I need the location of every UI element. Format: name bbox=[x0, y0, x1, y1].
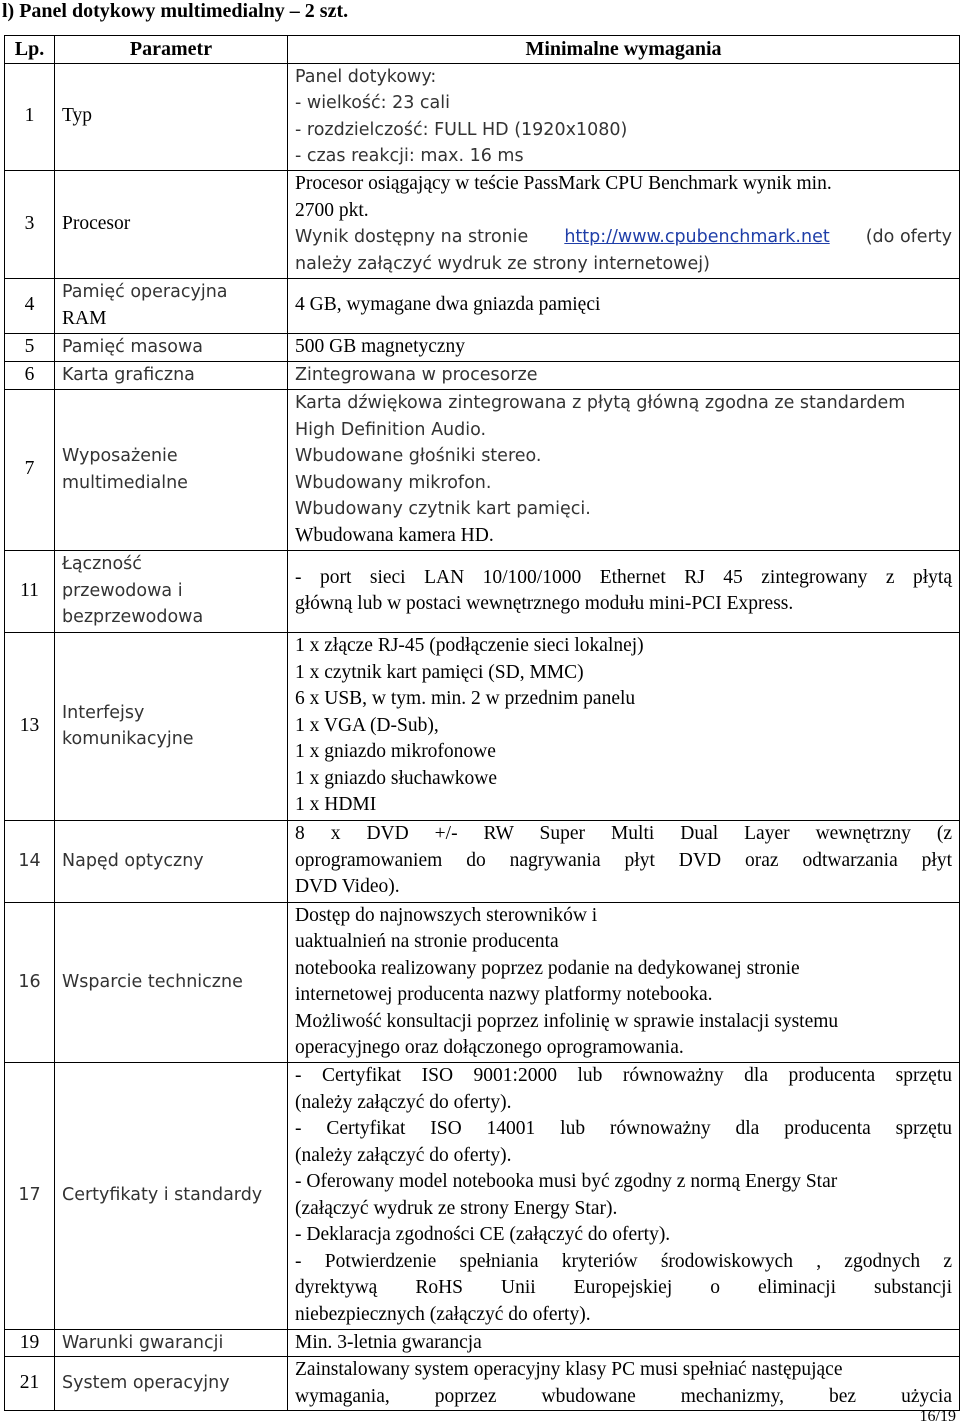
row-parameter: Certyfikaty i standardy bbox=[55, 1062, 288, 1329]
row-parameter: Procesor bbox=[55, 170, 288, 278]
table-row bbox=[5, 1329, 960, 1357]
row-parameter: Napęd optyczny bbox=[55, 820, 288, 902]
row-number: 14 bbox=[5, 820, 55, 902]
row-parameter: Pamięć masowa bbox=[55, 333, 288, 361]
row-requirement: 4 GB, wymagane dwa gniazda pamięci bbox=[288, 278, 960, 333]
row-number: 13 bbox=[5, 632, 55, 820]
column-header-req: Minimalne wymagania bbox=[288, 36, 960, 64]
row-parameter: Pamięć operacyjna RAM bbox=[55, 278, 288, 333]
row-requirement: Min. 3-letnia gwarancja bbox=[288, 1329, 960, 1357]
row-number: 21 bbox=[5, 1357, 55, 1411]
row-requirement: Procesor osiągający w teście PassMark CPU Benchmark wynik min. 2700 pkt. Wynik dostępny na stronie http://www.cpubenchmark.net (do oferty należy załączyć wydruk ze strony internetowej) bbox=[288, 170, 960, 278]
table-row bbox=[5, 902, 960, 1062]
requirements-table bbox=[4, 35, 960, 1411]
table-row bbox=[5, 170, 960, 278]
row-number: 3 bbox=[5, 170, 55, 278]
table-row bbox=[5, 550, 960, 632]
row-number: 6 bbox=[5, 361, 55, 389]
table-row bbox=[5, 820, 960, 902]
row-requirement: Zainstalowany system operacyjny klasy PC musi spełniać następujące wymagania, poprzez wbudowane mechanizmy, bez użycia bbox=[288, 1357, 960, 1411]
row-number: 19 bbox=[5, 1329, 55, 1357]
table-row bbox=[5, 333, 960, 361]
table-row bbox=[5, 278, 960, 333]
row-number: 5 bbox=[5, 333, 55, 361]
row-number: 1 bbox=[5, 63, 55, 170]
table-row bbox=[5, 1357, 960, 1411]
table-row bbox=[5, 361, 960, 389]
table-row bbox=[5, 63, 960, 170]
table-header-row bbox=[5, 36, 960, 64]
row-parameter: Typ bbox=[55, 63, 288, 170]
row-requirement: Panel dotykowy: - wielkość: 23 cali - rozdzielczość: FULL HD (1920x1080) - czas reakcji: max. 16 ms bbox=[288, 63, 960, 170]
row-requirement: - port sieci LAN 10/100/1000 Ethernet RJ 45 zintegrowany z płytą główną lub w postaci wewnętrznego modułu mini-PCI Express. bbox=[288, 550, 960, 632]
column-header-lp: Lp. bbox=[5, 36, 55, 64]
row-parameter: System operacyjny bbox=[55, 1357, 288, 1411]
row-requirement: Dostęp do najnowszych sterowników i uaktualnień na stronie producenta notebooka realizowany poprzez podanie na dedykowanej stronie internetowej producenta nazwy platformy notebooka. Możliwość konsultacji poprzez infolinię w sprawie instalacji systemu operacyjnego oraz dołączonego oprogramowania. bbox=[288, 902, 960, 1062]
table-row bbox=[5, 632, 960, 820]
row-parameter: Łączność przewodowa i bezprzewodowa bbox=[55, 550, 288, 632]
row-parameter: Wyposażenie multimedialne bbox=[55, 389, 288, 550]
row-requirement: 1 x złącze RJ-45 (podłączenie sieci lokalnej) 1 x czytnik kart pamięci (SD, MMC) 6 x USB, w tym. min. 2 w przednim panelu 1 x VGA (D-Sub), 1 x gniazdo mikrofonowe 1 x gniazdo słuchawkowe 1 x HDMI bbox=[288, 632, 960, 820]
row-requirement: Karta dźwiękowa zintegrowana z płytą główną zgodna ze standardem High Definition Audio. Wbudowane głośniki stereo. Wbudowany mikrofon. Wbudowany czytnik kart pamięci. Wbudowana kamera HD. bbox=[288, 389, 960, 550]
column-header-param: Parametr bbox=[55, 36, 288, 64]
table-row bbox=[5, 1062, 960, 1329]
row-requirement: 500 GB magnetyczny bbox=[288, 333, 960, 361]
table-row bbox=[5, 389, 960, 550]
row-requirement: - Certyfikat ISO 9001:2000 lub równoważny dla producenta sprzętu (należy załączyć do oferty). - Certyfikat ISO 14001 lub równoważny dla producenta sprzętu (należy załączyć do oferty). - Oferowany model notebooka musi być zgodny z normą Energy Star (załączyć wydruk ze strony Energy Star). - Deklaracja zgodności CE (załączyć do oferty). - Potwierdzenie spełniania kryteriów środowiskowych , zgodnych z dyrektywą RoHS Unii Europejskiej o eliminacji substancji niebezpiecznych (załączyć do oferty). bbox=[288, 1062, 960, 1329]
cpubenchmark-link[interactable]: http://www.cpubenchmark.net bbox=[564, 227, 830, 247]
row-parameter: Karta graficzna bbox=[55, 361, 288, 389]
row-number: 11 bbox=[5, 550, 55, 632]
row-number: 7 bbox=[5, 389, 55, 550]
row-parameter: Warunki gwarancji bbox=[55, 1329, 288, 1357]
row-parameter: Interfejsy komunikacyjne bbox=[55, 632, 288, 820]
row-number: 16 bbox=[5, 902, 55, 1062]
section-title: l) Panel dotykowy multimedialny – 2 szt. bbox=[2, 0, 349, 22]
page-number: 16/19 bbox=[919, 1408, 956, 1425]
row-number: 4 bbox=[5, 278, 55, 333]
row-requirement: Zintegrowana w procesorze bbox=[288, 361, 960, 389]
row-requirement: 8 x DVD +/- RW Super Multi Dual Layer wewnętrzny (z oprogramowaniem do nagrywania płyt DVD oraz odtwarzania płyt DVD Video). bbox=[288, 820, 960, 902]
row-number: 17 bbox=[5, 1062, 55, 1329]
row-parameter: Wsparcie techniczne bbox=[55, 902, 288, 1062]
